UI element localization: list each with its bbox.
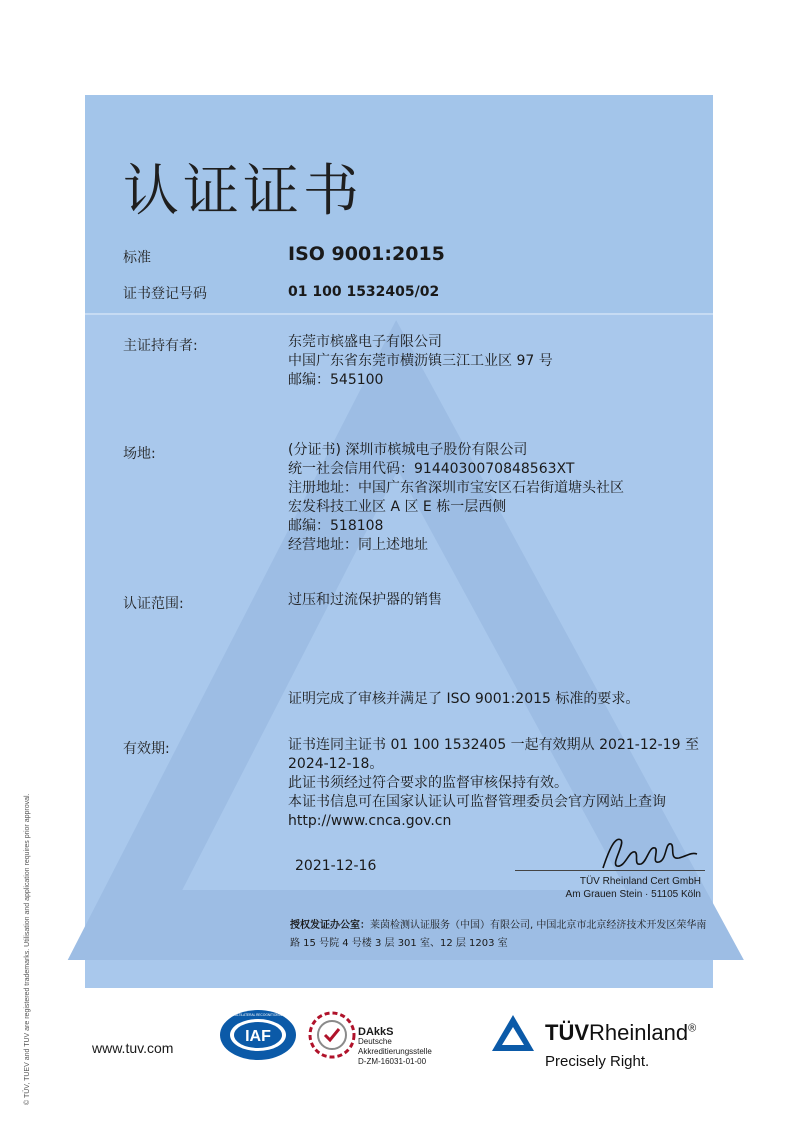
- validity-line: 本证书信息可在国家认证认可监督管理委员会官方网站上查询: [288, 794, 666, 810]
- validity-line: 此证书须经过符合要求的监督审核保持有效。: [288, 775, 568, 791]
- issuer-block: [566, 875, 701, 901]
- registration-number: 01 100 1532405/02: [288, 284, 440, 300]
- dakks-logo: [305, 1008, 359, 1062]
- conformity-statement: 证明完成了审核并满足了 ISO 9001:2015 标准的要求。: [288, 691, 640, 707]
- dakks-caption: [358, 1027, 432, 1067]
- holder-block: [288, 333, 553, 390]
- holder-name: 东莞市槟盛电子有限公司: [288, 334, 442, 350]
- site-line: (分证书) 深圳市槟城电子股份有限公司: [288, 442, 528, 458]
- tuv-rheinland-wordmark: [545, 1020, 696, 1046]
- scope-value: 过压和过流保护器的销售: [288, 592, 442, 608]
- iaf-text: IAF: [245, 1028, 271, 1045]
- issue-date: 2021-12-16: [295, 858, 377, 874]
- office-text: 莱茵检测认证服务（中国）有限公司, 中国北京市北京经济技术开发区荣华南路 15 号院 4 号楼 3 层 301 室、12 层 1203 室: [290, 920, 707, 949]
- holder-address: 中国广东省东莞市横沥镇三江工业区 97 号: [288, 353, 553, 369]
- site-line: 邮编：518108: [288, 518, 384, 534]
- site-block: [288, 441, 624, 555]
- scope-label: 认证范围:: [123, 596, 184, 612]
- site-label: 场地:: [123, 446, 156, 462]
- tuv-triangle-icon: [490, 1013, 536, 1053]
- tagline: Precisely Right.: [545, 1053, 650, 1070]
- brand-light: Rheinland: [589, 1020, 689, 1045]
- standard-label: 标准: [123, 250, 151, 266]
- validity-label: 有效期:: [123, 741, 170, 757]
- dakks-line: Akkreditierungsstelle: [358, 1047, 432, 1056]
- validity-line: 证书连同主证书 01 100 1532405 一起有效期从 2021-12-19 至: [288, 737, 699, 753]
- issuer-name: TÜV Rheinland Cert GmbH: [579, 876, 701, 887]
- site-line: 经营地址：同上述地址: [288, 537, 428, 553]
- holder-label: 主证持有者:: [123, 338, 198, 354]
- certificate-panel: [85, 95, 713, 988]
- cnca-url: http://www.cnca.gov.cn: [288, 813, 452, 829]
- issuing-office: [290, 917, 710, 953]
- validity-line: 2024-12-18。: [288, 756, 384, 772]
- signature-line: [515, 870, 705, 871]
- dakks-accreditation-number: D-ZM-16031-01-00: [358, 1057, 427, 1066]
- brand-bold: TÜV: [545, 1020, 589, 1045]
- registered-mark: ®: [688, 1022, 697, 1035]
- iaf-logo: [211, 1008, 305, 1062]
- certificate-title: 认证证书: [123, 159, 363, 224]
- registration-label: 证书登记号码: [123, 286, 207, 302]
- office-label: 授权发证办公室：: [290, 920, 370, 931]
- standard-value: ISO 9001:2015: [288, 243, 445, 265]
- validity-block: [288, 736, 699, 831]
- signature: [595, 830, 705, 875]
- site-line: 统一社会信用代码：9144030070848563XT: [288, 461, 575, 477]
- holder-postcode: 邮编：545100: [288, 372, 384, 388]
- trademark-note: © TÜV, TUEV and TUV are registered trademarks. Utilisation and application requires prior approval.: [24, 793, 31, 1105]
- iaf-ring-text: MEMBER OF MULTILATERAL RECOGNITION ARRANGEMENT: [211, 1013, 305, 1017]
- site-line: 宏发科技工业区 A 区 E 栋一层西侧: [288, 499, 507, 515]
- dakks-line: Deutsche: [358, 1037, 392, 1046]
- issuer-address: Am Grauen Stein · 51105 Köln: [565, 889, 701, 900]
- dakks-name: DAkkS: [358, 1026, 394, 1038]
- site-line: 注册地址：中国广东省深圳市宝安区石岩街道塘头社区: [288, 480, 624, 496]
- tuv-website-link[interactable]: www.tuv.com: [92, 1040, 174, 1056]
